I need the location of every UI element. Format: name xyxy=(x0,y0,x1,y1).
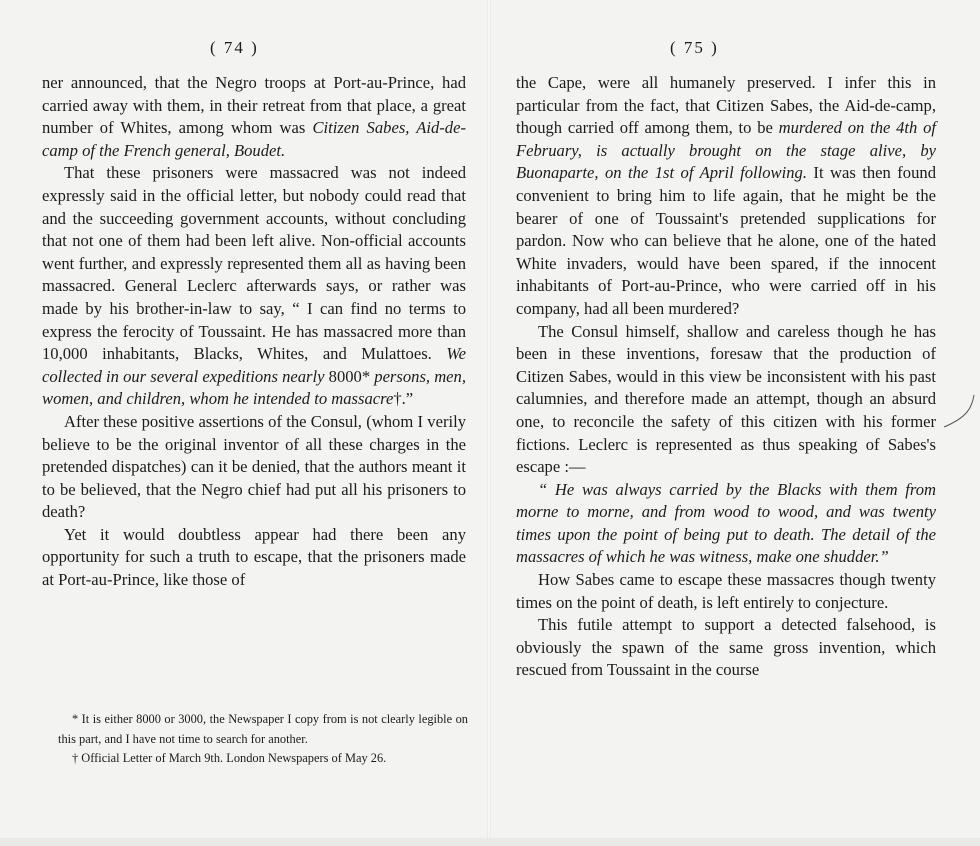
right-p1-text: the Cape, were all humanely preserved. I infer this in particular from the fact, that Citizen Sabes, the Aid-de-camp, though carried off among them, to be xyxy=(516,73,936,138)
left-p2-number: 8000* xyxy=(328,366,371,386)
right-paragraph-5: This futile attempt to support a detected falsehood, is obviously the spawn of the same gross invention, which rescued from Toussaint in the course xyxy=(516,615,936,680)
right-page xyxy=(490,0,980,846)
right-page-number: ( 75 ) xyxy=(670,38,719,57)
right-paragraph-2: The Consul himself, shallow and careless though he has been in these inventions, foresaw that the production of Citizen Sabes, would in this view be inconsistent with his past calumnies, and therefore made an attempt, though an absurd one, to reconcile the safety of this citizen with his former fictions. Leclerc is represented as thus speaking of Sabes's escape :— xyxy=(516,321,936,477)
left-paragraph-4: Yet it would doubtless appear had there been any opportunity for such a truth to escape, that the prisoners made at Port-au-Prince, like those of xyxy=(42,524,466,590)
right-p3-quote: “ He was always carried by the Blacks with them from morne to morne, and from wood to wood, and was twenty times upon the point of being put to death. The detail of the massacres of which he was witness, make one shudder.” xyxy=(516,479,936,567)
right-p1-text-2: It was then found convenient to bring him to life again, that he might be the bearer of one of Toussaint's pretended supplications for pardon. Now who can believe that he alone, one of the hated White invaders, would have been spared, if the innocent inhabitants of Port-au-Prince, who were carried off in his company, had all been murdered? xyxy=(516,163,936,318)
margin-pencil-mark xyxy=(940,393,976,429)
right-p1-italic: murdered on the 4th of February, is actually brought on the stage alive, by Buonaparte, on the 1st of April following. xyxy=(516,118,937,183)
right-page-body xyxy=(516,72,936,682)
left-paragraph-1 xyxy=(42,72,466,162)
left-p2-italic-1: We collected in our several expeditions nearly xyxy=(42,344,466,386)
scan-edge xyxy=(0,838,980,846)
left-page-number: ( 74 ) xyxy=(210,38,259,57)
left-p1-italic: Citizen Sabes, Aid-de-camp of the French general, Boudet. xyxy=(42,118,466,160)
right-paragraph-3 xyxy=(516,479,936,569)
left-paragraph-3: After these positive assertions of the Consul, (whom I verily believe to be the original inventor of all these charges in the pretended dispatches) can it be denied, that the authors meant it to be believed, that the Negro chief had put all his prisoners to death? xyxy=(42,411,466,522)
right-paragraph-1 xyxy=(516,72,936,321)
left-p2-italic-2: persons, men, women, and children, whom he intended to massacre xyxy=(42,366,466,409)
right-paragraph-4: How Sabes came to escape these massacres though twenty times on the point of death, is left entirely to conjecture. xyxy=(516,570,936,612)
left-p2-end: †.” xyxy=(393,389,414,409)
left-footnotes xyxy=(58,710,468,769)
footnote-1: * It is either 8000 or 3000, the Newspaper I copy from is not clearly legible on this part, and I have not time to search for another. xyxy=(58,712,468,746)
left-page-body xyxy=(42,72,466,592)
footnote-2: † Official Letter of March 9th. London Newspapers of May 26. xyxy=(72,751,387,765)
left-p2-text: That these prisoners were massacred was not indeed expressly said in the official letter, but nobody could read that and the succeeding government accounts, without concluding that not one of them had been left alive. Non-official accounts went further, and expressly represented them all as having been massacred. General Leclerc afterwards says, or rather was made by his brother-in-law to say, “ I can find no terms to express the ferocity of Toussaint. He has massacred more than 10,000 inhabitants, Blacks, Whites, and Mulattoes. xyxy=(42,163,466,364)
left-paragraph-2 xyxy=(42,162,466,411)
left-p1-text: ner announced, that the Negro troops at Port-au-Prince, had carried away with them, in their retreat from that place, a great number of Whites, among whom was xyxy=(42,73,466,138)
